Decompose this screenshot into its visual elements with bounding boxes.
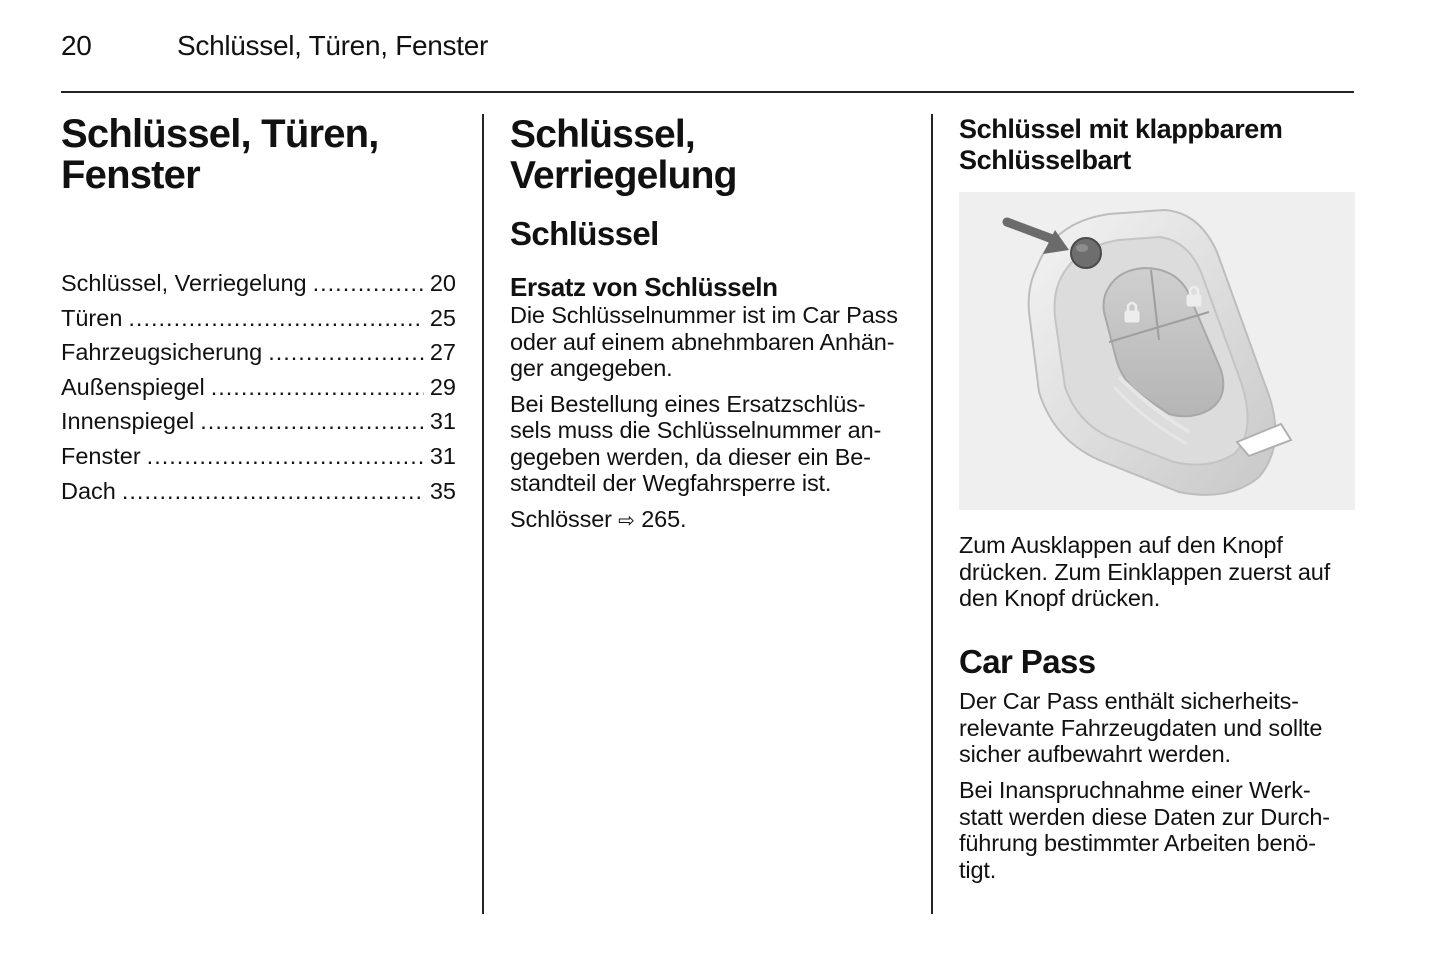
chapter-column: [61, 112, 456, 504]
text-line: ger angegeben.: [510, 355, 673, 381]
section-title: Schlüssel, Verriegelung: [510, 113, 737, 197]
chapter-title-line-2: Fenster: [61, 153, 200, 197]
text-line: relevante Fahrzeugdaten und sollte: [959, 714, 1323, 741]
text-line: Zum Ausklappen auf den Knopf: [959, 532, 1283, 558]
column-divider-2: [931, 114, 933, 914]
toc-entry-label: Schlüssel, Verriegelung: [61, 270, 307, 296]
flip-key-column: [959, 114, 1355, 883]
toc-entry-page: 31: [429, 408, 456, 435]
text-line: Der Car Pass enthält sicherheits-: [959, 688, 1299, 714]
toc-entry-page: 35: [429, 477, 456, 504]
cross-reference-locks[interactable]: [510, 506, 910, 534]
text-line: drücken. Zum Einklappen zuerst auf: [959, 558, 1331, 585]
text-line: statt werden diese Daten zur Durch-: [959, 803, 1330, 830]
toc-leader-dots: [313, 266, 424, 301]
flip-key-heading: [959, 114, 1355, 176]
text-line: den Knopf drücken.: [959, 585, 1161, 611]
toc-leader-dots: [128, 301, 423, 336]
toc-leader-dots: [200, 404, 424, 439]
toc-entry-label: Fenster: [61, 442, 141, 469]
toc-entry[interactable]: [61, 439, 456, 474]
page-number: 20: [61, 30, 92, 61]
key-fob-icon: [959, 192, 1355, 510]
flip-key-caption: [959, 532, 1355, 612]
flip-key-illustration: [959, 192, 1355, 510]
paragraph-key-number: [510, 302, 910, 382]
cross-reference-page: 265.: [641, 505, 687, 532]
subsection-title: Schlüssel: [510, 215, 659, 252]
toc-entry-label: Innenspiegel: [61, 408, 195, 435]
text-line: führung bestimmter Arbeiten benö-: [959, 830, 1316, 856]
toc-entry[interactable]: [61, 301, 456, 336]
toc-entry-label: Dach: [61, 477, 116, 504]
reference-arrow-icon: ⇨: [618, 507, 635, 532]
text-line: Bei Inanspruchnahme einer Werk-: [959, 777, 1311, 803]
column-divider-1: [482, 114, 484, 914]
keys-section-column: [510, 114, 910, 533]
chapter-title: [61, 114, 456, 196]
running-header: [61, 30, 1354, 70]
text-line: Die Schlüsselnummer ist im Car Pass: [510, 302, 898, 328]
car-pass-paragraph-1: [959, 688, 1355, 768]
toc-entry[interactable]: [61, 404, 456, 439]
subheading-replacement-keys: Ersatz von Schlüsseln: [510, 272, 778, 302]
car-pass-title: Car Pass: [959, 643, 1096, 680]
toc-leader-dots: [211, 370, 424, 405]
toc-entry[interactable]: [61, 370, 456, 405]
toc-entry-page: 31: [429, 442, 456, 469]
toc-entry-page: 27: [429, 339, 456, 366]
toc-leader-dots: [268, 335, 424, 370]
cross-reference-label: Schlösser: [510, 505, 612, 532]
text-line: standteil der Wegfahrsperre ist.: [510, 470, 832, 496]
text-line: tigt.: [959, 856, 997, 883]
text-line: sicher aufbewahrt werden.: [959, 741, 1231, 767]
car-pass-paragraph-2: [959, 777, 1355, 883]
toc-leader-dots: [122, 474, 424, 509]
chapter-title-line-1: Schlüssel, Türen,: [61, 112, 379, 156]
toc-entry[interactable]: [61, 266, 456, 301]
text-line: sels muss die Schlüsselnummer an-: [510, 417, 882, 443]
toc-entry[interactable]: [61, 335, 456, 370]
toc-entry-label: Außenspiegel: [61, 373, 205, 400]
pointer-arrow-icon: [1007, 222, 1069, 254]
toc-entry-page: 29: [429, 373, 456, 400]
text-line: gegeben werden, da dieser ein Be-: [510, 443, 871, 470]
toc-leader-dots: [147, 439, 424, 474]
running-header-title: Schlüssel, Türen, Fenster: [177, 30, 489, 61]
heading-line: Schlüssel mit klappbarem: [959, 114, 1283, 144]
toc-entry-label: Fahrzeugsicherung: [61, 339, 263, 366]
text-line: oder auf einem abnehmbaren Anhän-: [510, 328, 895, 355]
text-line: Bei Bestellung eines Ersatzschlüs-: [510, 390, 866, 417]
header-divider: [61, 91, 1354, 93]
paragraph-ordering: [510, 391, 910, 497]
toc-entry[interactable]: [61, 474, 456, 509]
toc-entry-page: 20: [429, 270, 456, 296]
heading-line: Schlüsselbart: [959, 145, 1131, 175]
table-of-contents: [61, 266, 456, 508]
toc-entry-label: Türen: [61, 304, 123, 331]
toc-entry-page: 25: [429, 304, 456, 331]
